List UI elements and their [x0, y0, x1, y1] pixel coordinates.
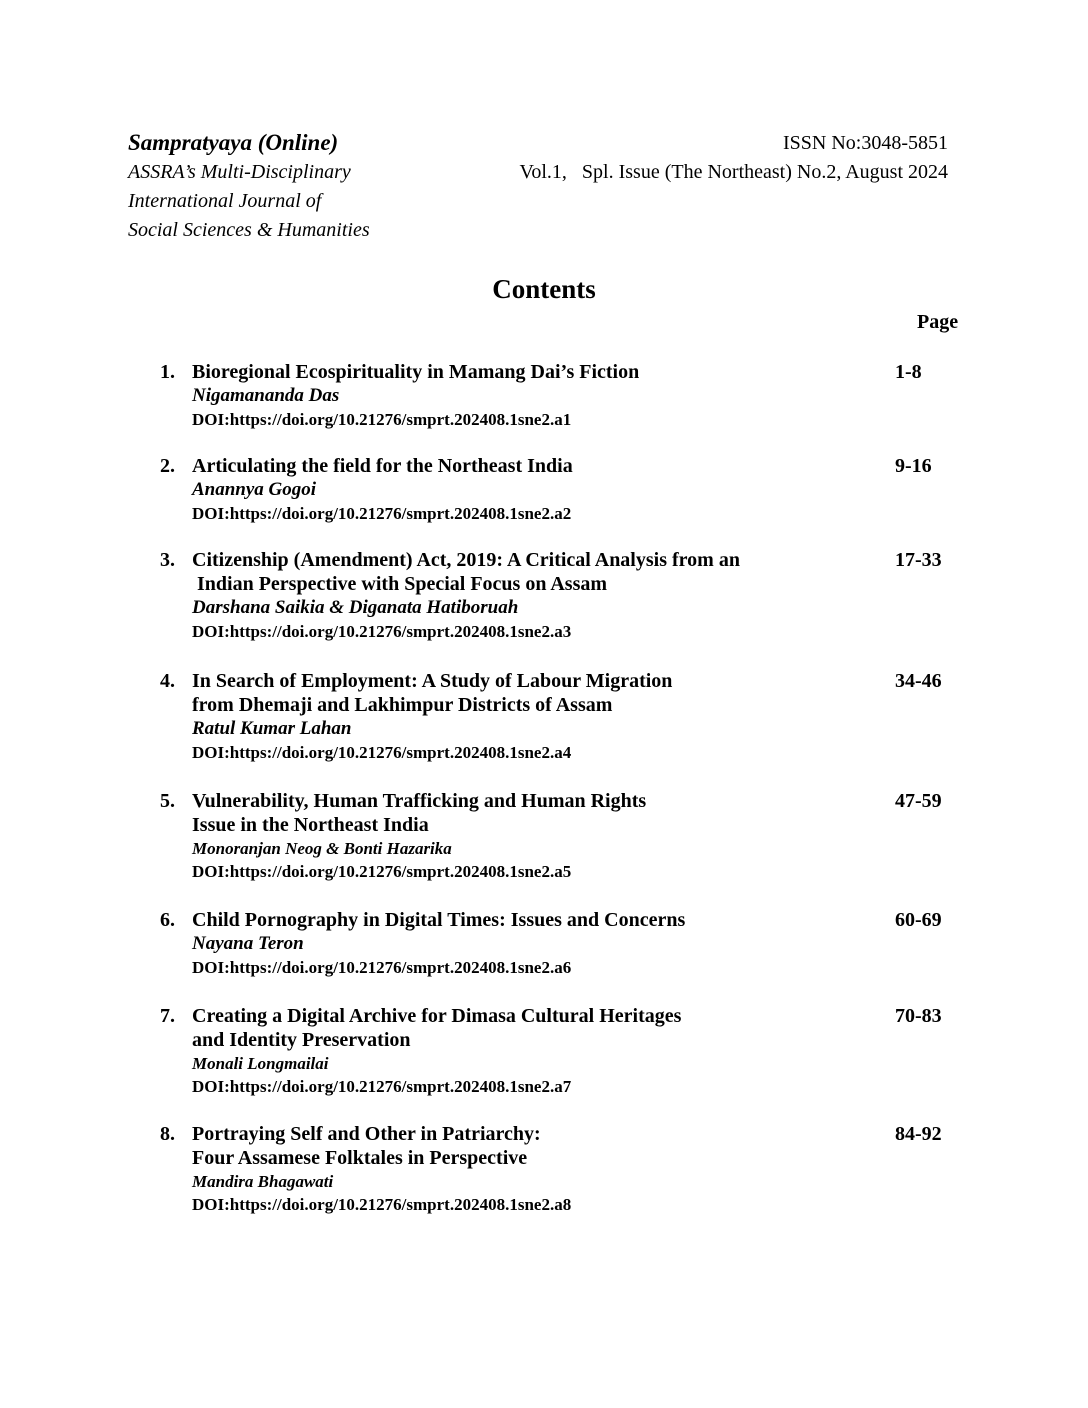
article-title-line: Articulating the field for the Northeast India: [192, 455, 573, 477]
article-title-line: Child Pornography in Digital Times: Issues and Concerns: [192, 909, 686, 931]
journal-subtitle-line: Social Sciences & Humanities: [128, 219, 370, 241]
article-doi-link[interactable]: DOI:https://doi.org/10.21276/smprt.202408.1sne2.a5: [192, 862, 572, 881]
article-author: Ratul Kumar Lahan: [192, 718, 352, 739]
journal-info: [128, 128, 370, 245]
article-doi-link[interactable]: DOI:https://doi.org/10.21276/smprt.202408.1sne2.a4: [192, 743, 572, 762]
journal-subtitle-line: ASSRA’s Multi-Disciplinary: [128, 161, 351, 183]
entry-body: [192, 1004, 872, 1099]
entry-number: 5.: [160, 790, 175, 812]
article-title-line: Creating a Digital Archive for Dimasa Cultural Heritages: [192, 1005, 682, 1027]
page-range: 34-46: [895, 670, 942, 692]
article-author: Nayana Teron: [192, 933, 304, 954]
article-title-line: Portraying Self and Other in Patriarchy:: [192, 1123, 541, 1145]
page-range: 1-8: [895, 361, 922, 383]
article-author: Anannya Gogoi: [192, 479, 317, 500]
article-title-line: from Dhemaji and Lakhimpur Districts of Assam: [192, 694, 613, 716]
entry-body: [192, 908, 872, 980]
entry-number: 1.: [160, 361, 175, 383]
article-doi-link[interactable]: DOI:https://doi.org/10.21276/smprt.202408.1sne2.a2: [192, 504, 572, 523]
entry-number: 2.: [160, 455, 175, 477]
issn: ISSN No:3048-5851: [782, 132, 948, 154]
contents-title: Contents: [492, 274, 596, 304]
page-range: 84-92: [895, 1123, 942, 1145]
volume-issue: Vol.1, Spl. Issue (The Northeast) No.2, August 2024: [519, 161, 948, 183]
article-title-line: Indian Perspective with Special Focus on Assam: [192, 573, 608, 595]
article-title-line: Four Assamese Folktales in Perspective: [192, 1147, 528, 1169]
article-title-line: Bioregional Ecospirituality in Mamang Dai’s Fiction: [192, 361, 640, 383]
page-range: 17-33: [895, 549, 942, 571]
article-title-line: Citizenship (Amendment) Act, 2019: A Critical Analysis from an: [192, 549, 740, 571]
page-column-label: Page: [917, 311, 959, 333]
journal-subtitle-line: International Journal of: [128, 190, 322, 212]
article-title-line: Vulnerability, Human Trafficking and Human Rights: [192, 790, 647, 812]
entry-number: 6.: [160, 909, 175, 931]
article-author: Monoranjan Neog & Bonti Hazarika: [192, 839, 452, 858]
entry-number: 4.: [160, 670, 175, 692]
article-doi-link[interactable]: DOI:https://doi.org/10.21276/smprt.202408.1sne2.a1: [192, 410, 572, 429]
article-title-line: Issue in the Northeast India: [192, 814, 429, 836]
article-author: Monali Longmailai: [192, 1054, 329, 1073]
page-range: 60-69: [895, 909, 942, 931]
article-doi-link[interactable]: DOI:https://doi.org/10.21276/smprt.202408.1sne2.a8: [192, 1195, 572, 1214]
entry-number: 3.: [160, 549, 175, 571]
article-author: Mandira Bhagawati: [192, 1172, 334, 1191]
entry-body: [192, 548, 872, 644]
page-range: 70-83: [895, 1005, 942, 1027]
article-title-line: and Identity Preservation: [192, 1029, 411, 1051]
journal-title: Sampratyaya (Online): [128, 130, 339, 155]
article-author: Darshana Saikia & Diganata Hatiboruah: [192, 597, 519, 618]
entry-body: [192, 454, 872, 526]
entry-body: [192, 669, 872, 765]
article-doi-link[interactable]: DOI:https://doi.org/10.21276/smprt.202408.1sne2.a6: [192, 958, 572, 977]
issue-info: [520, 128, 949, 187]
article-title-line: In Search of Employment: A Study of Labour Migration: [192, 670, 673, 692]
entry-body: [192, 789, 872, 884]
page-range: 47-59: [895, 790, 942, 812]
article-doi-link[interactable]: DOI:https://doi.org/10.21276/smprt.202408.1sne2.a7: [192, 1077, 572, 1096]
entry-number: 8.: [160, 1123, 175, 1145]
article-author: Nigamananda Das: [192, 385, 340, 406]
entry-body: [192, 1122, 872, 1217]
entry-body: [192, 360, 872, 432]
article-doi-link[interactable]: DOI:https://doi.org/10.21276/smprt.202408.1sne2.a3: [192, 622, 572, 641]
entry-number: 7.: [160, 1005, 175, 1027]
page-range: 9-16: [895, 455, 932, 477]
